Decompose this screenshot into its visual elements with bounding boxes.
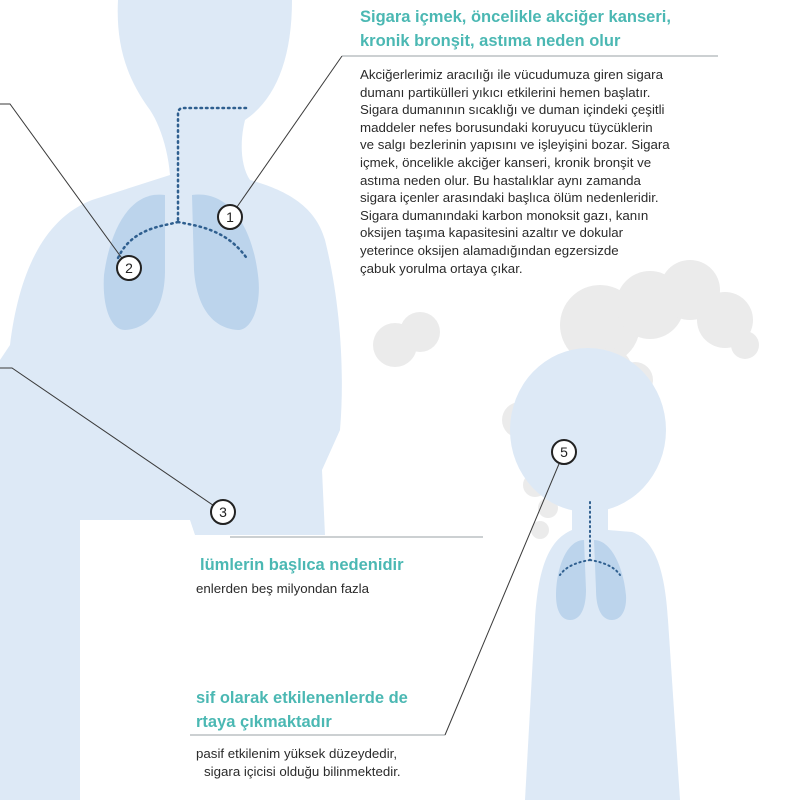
section1-heading (360, 5, 780, 53)
section1-body-line: ve salgı bezlerinin yapısını ve işleyişini bozar. Sigara (360, 137, 670, 153)
marker-3-number: 3 (219, 504, 227, 520)
section1-heading-line2: kronik bronşit, astıma neden olur (360, 32, 621, 50)
section1-body-line: Akciğerlerimiz aracılığı ile vücudumuza giren sigara (360, 67, 663, 82)
section5-heading-line2: rtaya çıkmaktadır (196, 713, 332, 731)
section1-body-line: Sigara dumanının sıcaklığı ve duman içindeki çeşitli (360, 102, 665, 118)
marker-2 (117, 256, 141, 280)
section1-body-line: oksijen taşıma kapasitesini azaltır ve dokular (360, 225, 624, 241)
section1-body-line: Sigara dumanındaki karbon monoksit gazı, kanın (360, 207, 649, 223)
marker-1-number: 1 (226, 209, 234, 225)
section5-heading (196, 686, 496, 734)
section3-body: enlerden beş milyondan fazla (196, 581, 369, 596)
section1-body-line: çabuk yorulma ortaya çıkar. (360, 260, 523, 276)
section5-body-line1: pasif etkilenim yüksek düzeydedir, (196, 746, 398, 761)
section5-body (196, 745, 496, 780)
marker-2-number: 2 (125, 260, 133, 276)
section1-body-line: dumanı partikülleri yıkıcı etkilerini hemen başlatır. (360, 84, 651, 100)
adult-silhouette (0, 0, 342, 800)
section5-body-line2: sigara içicisi olduğu bilinmektedir. (204, 763, 401, 779)
section1-body (360, 66, 720, 277)
section1-body-line: sigara içenler arasındaki başlıca ölüm nedenleridir. (360, 190, 659, 206)
section3-heading: lümlerin başlıca nedenidir (200, 556, 404, 574)
marker-5-number: 5 (560, 444, 568, 460)
section1-body-line: maddeler nefes borusundaki koruyucu tüycüklerin (360, 119, 653, 135)
section5-heading-line1: sif olarak etkilenenlerde de (196, 689, 408, 707)
section1-body-line: içmek, öncelikle akciğer kanseri, kronik bronşit ve (360, 154, 652, 170)
section1-heading-line1: Sigara içmek, öncelikle akciğer kanseri, (360, 8, 671, 26)
marker-1 (218, 205, 242, 229)
section1-body-line: yeterince oksijen alamadığından egzersizde (360, 242, 619, 258)
section1-body-line: astıma neden olur. Bu hastalıklar aynı zamanda (360, 172, 641, 188)
child-silhouette (510, 348, 680, 800)
marker-5 (552, 440, 576, 464)
marker-3 (211, 500, 235, 524)
